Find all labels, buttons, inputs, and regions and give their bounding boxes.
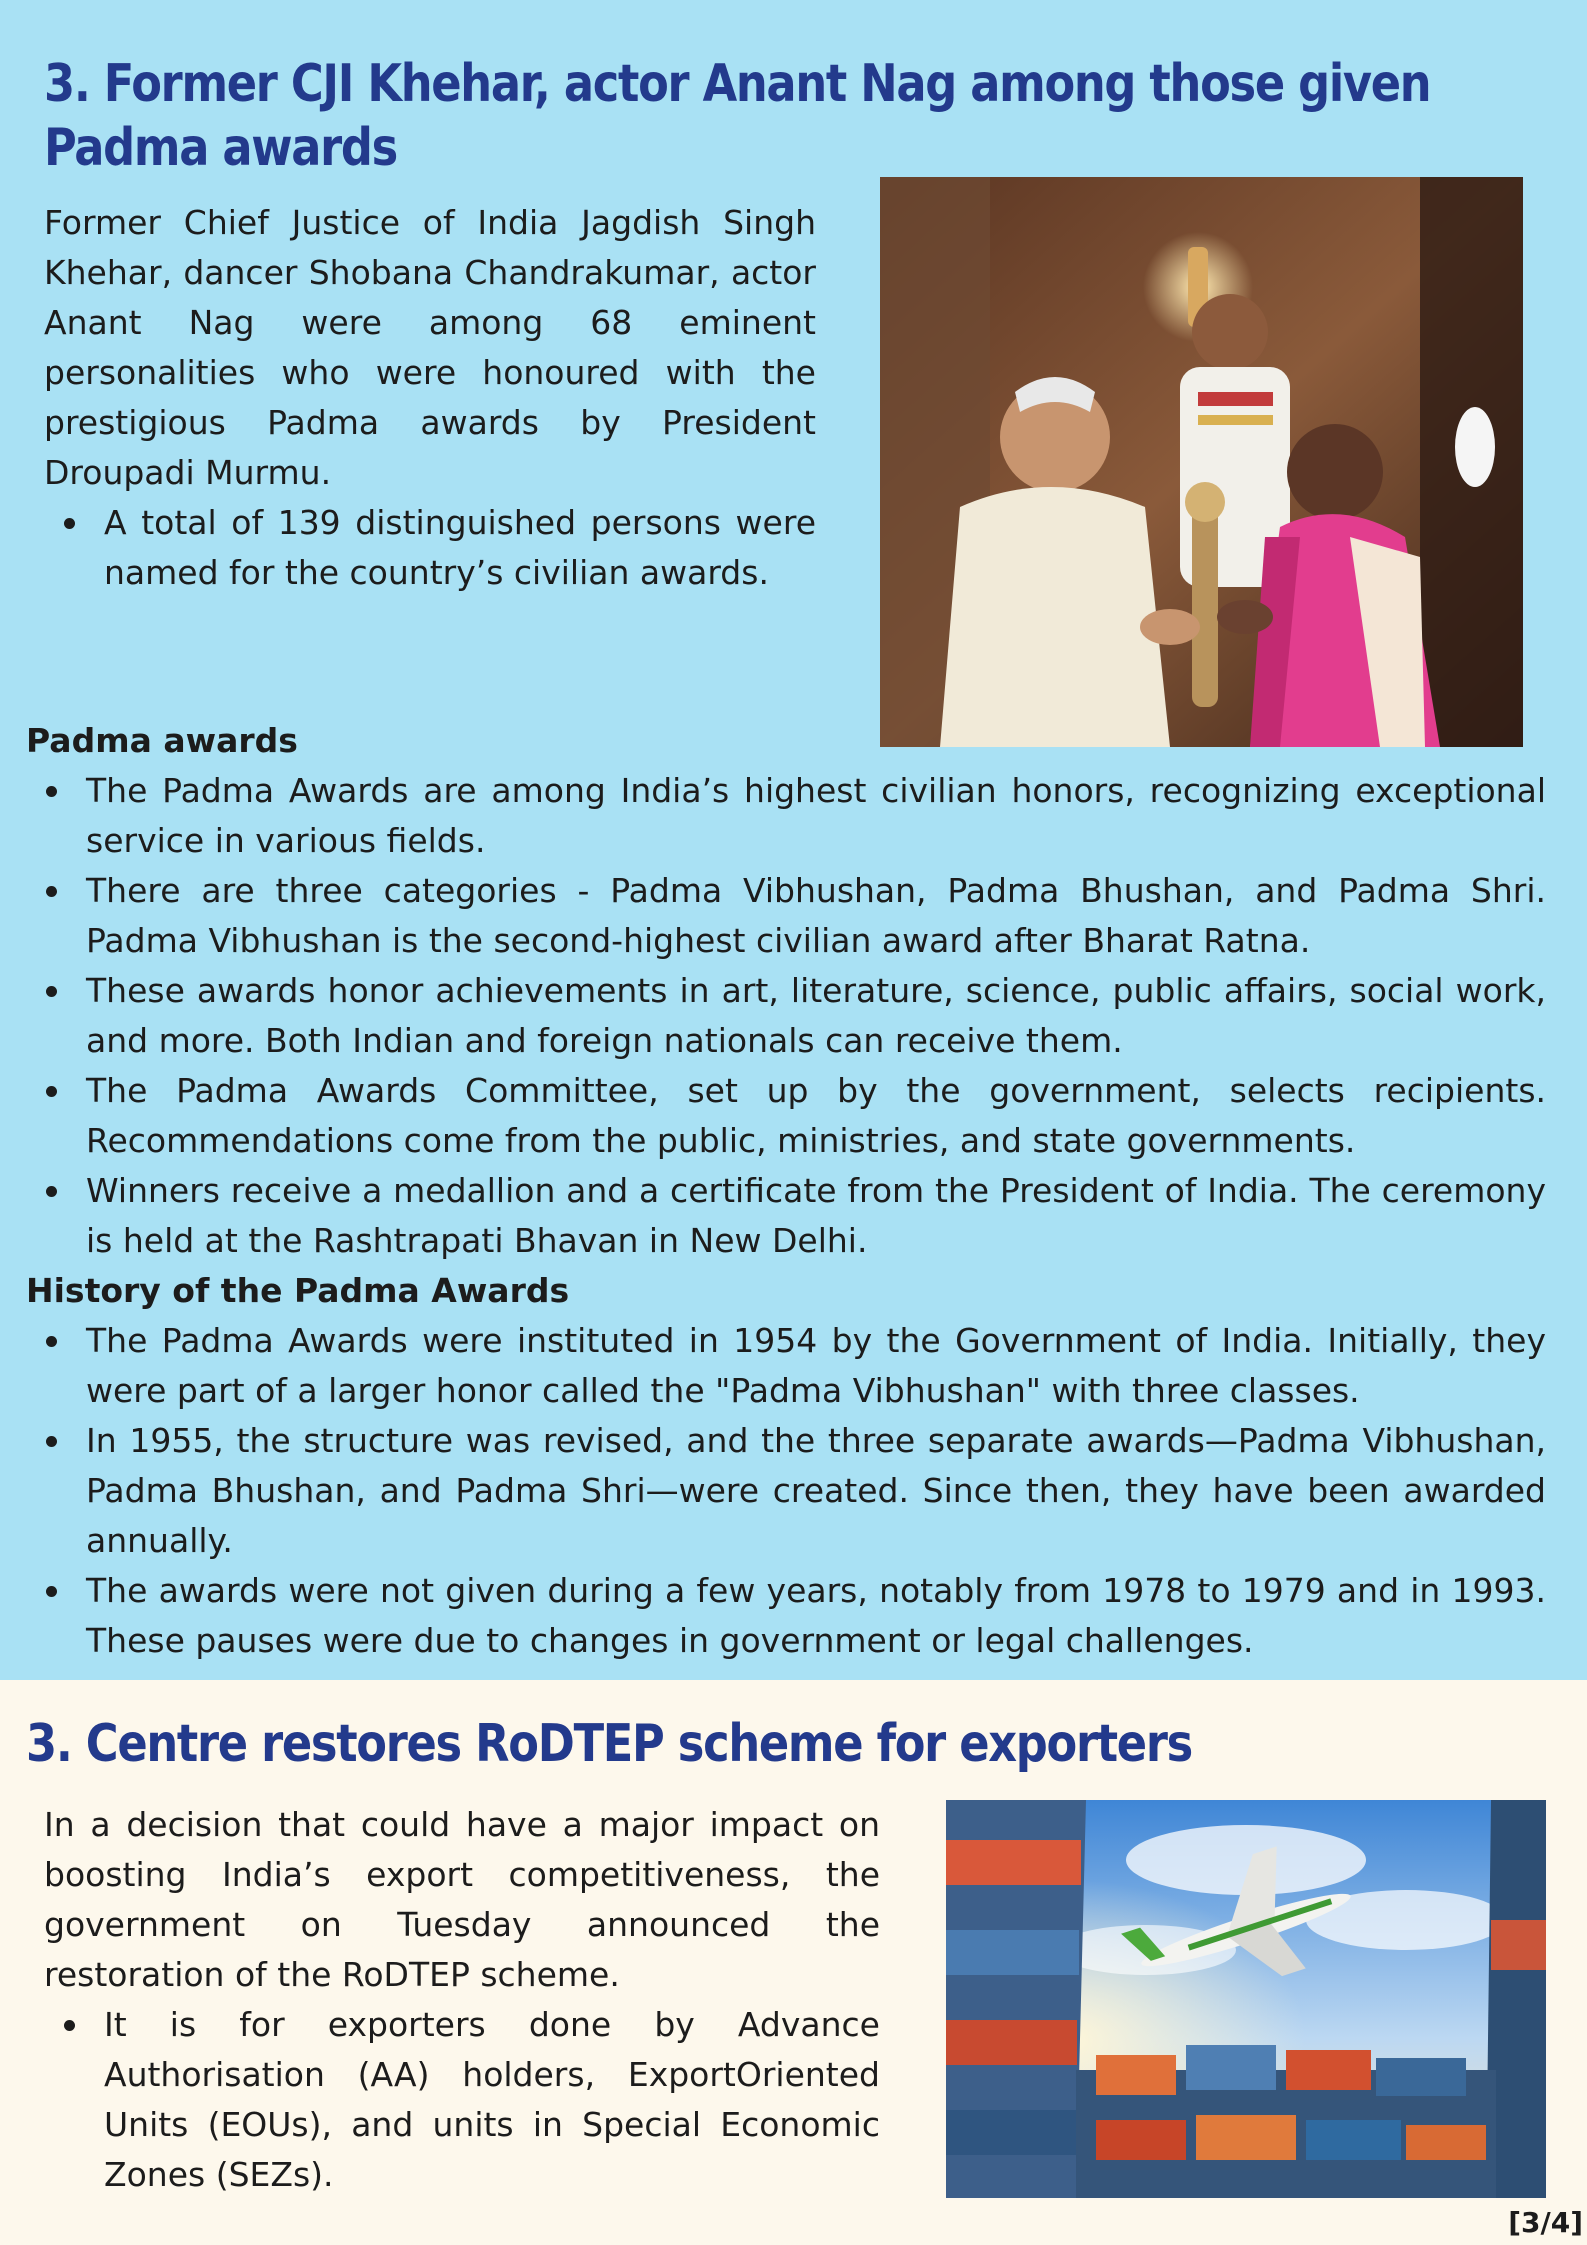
list-item: These awards honor achievements in art, literature, science, public affairs, social work, and more. Both Indian and foreign nationals can receive them.: [26, 966, 1546, 1066]
padma-intro-bullets: [44, 498, 816, 598]
list-item: The awards were not given during a few years, notably from 1978 to 1979 and in 1993. These pauses were due to changes in government or legal challenges.: [26, 1566, 1546, 1666]
padma-headline: 3. Former CJI Khehar, actor Anant Nag among those given Padma awards: [44, 54, 1431, 178]
page-number: [3/4]: [1508, 2206, 1583, 2239]
award-ceremony-photo: [880, 177, 1523, 747]
list-item: The Padma Awards are among India’s highest civilian honors, recognizing exceptional service in various fields.: [26, 766, 1546, 866]
padma-history-heading: History of the Padma Awards: [26, 1271, 570, 1310]
rodtep-bullets: [44, 2000, 880, 2200]
list-item: The Padma Awards were instituted in 1954 by the Government of India. Initially, they were part of a larger honor called the "Padma Vibhushan" with three classes.: [26, 1316, 1546, 1416]
list-item: Winners receive a medallion and a certificate from the President of India. The ceremony is held at the Rashtrapati Bhavan in New Delhi.: [26, 1166, 1546, 1266]
padma-intro-paragraph: Former Chief Justice of India Jagdish Singh Khehar, dancer Shobana Chandrakumar, actor Anant Nag were among 68 eminent personalities who were honoured with the prestigious Padma awards by President Droupadi Murmu.: [44, 203, 816, 492]
padma-history-list: [26, 1316, 1546, 1666]
list-item: In 1955, the structure was revised, and the three separate awards—Padma Vibhushan, Padma Bhushan, and Padma Shri—were created. Since then, they have been awarded annually.: [26, 1416, 1546, 1566]
list-item: The Padma Awards Committee, set up by the government, selects recipients. Recommendations come from the public, ministries, and state governments.: [26, 1066, 1546, 1166]
cargo-plane-containers-photo: [946, 1800, 1546, 2198]
padma-awards-list: [26, 766, 1546, 1266]
padma-awards-heading: Padma awards: [26, 721, 298, 760]
list-item: There are three categories - Padma Vibhushan, Padma Bhushan, and Padma Shri. Padma Vibhushan is the second-highest civilian award after Bharat Ratna.: [26, 866, 1546, 966]
rodtep-headline: 3. Centre restores RoDTEP scheme for exporters: [26, 1714, 1192, 1774]
list-item: A total of 139 distinguished persons were named for the country’s civilian awards.: [44, 498, 816, 598]
rodtep-intro-paragraph: In a decision that could have a major impact on boosting India’s export competitiveness, the government on Tuesday announced the restoration of the RoDTEP scheme.: [44, 1805, 880, 1994]
list-item: It is for exporters done by Advance Authorisation (AA) holders, ExportOriented Units (EOUs), and units in Special Economic Zones (SEZs).: [44, 2000, 880, 2200]
